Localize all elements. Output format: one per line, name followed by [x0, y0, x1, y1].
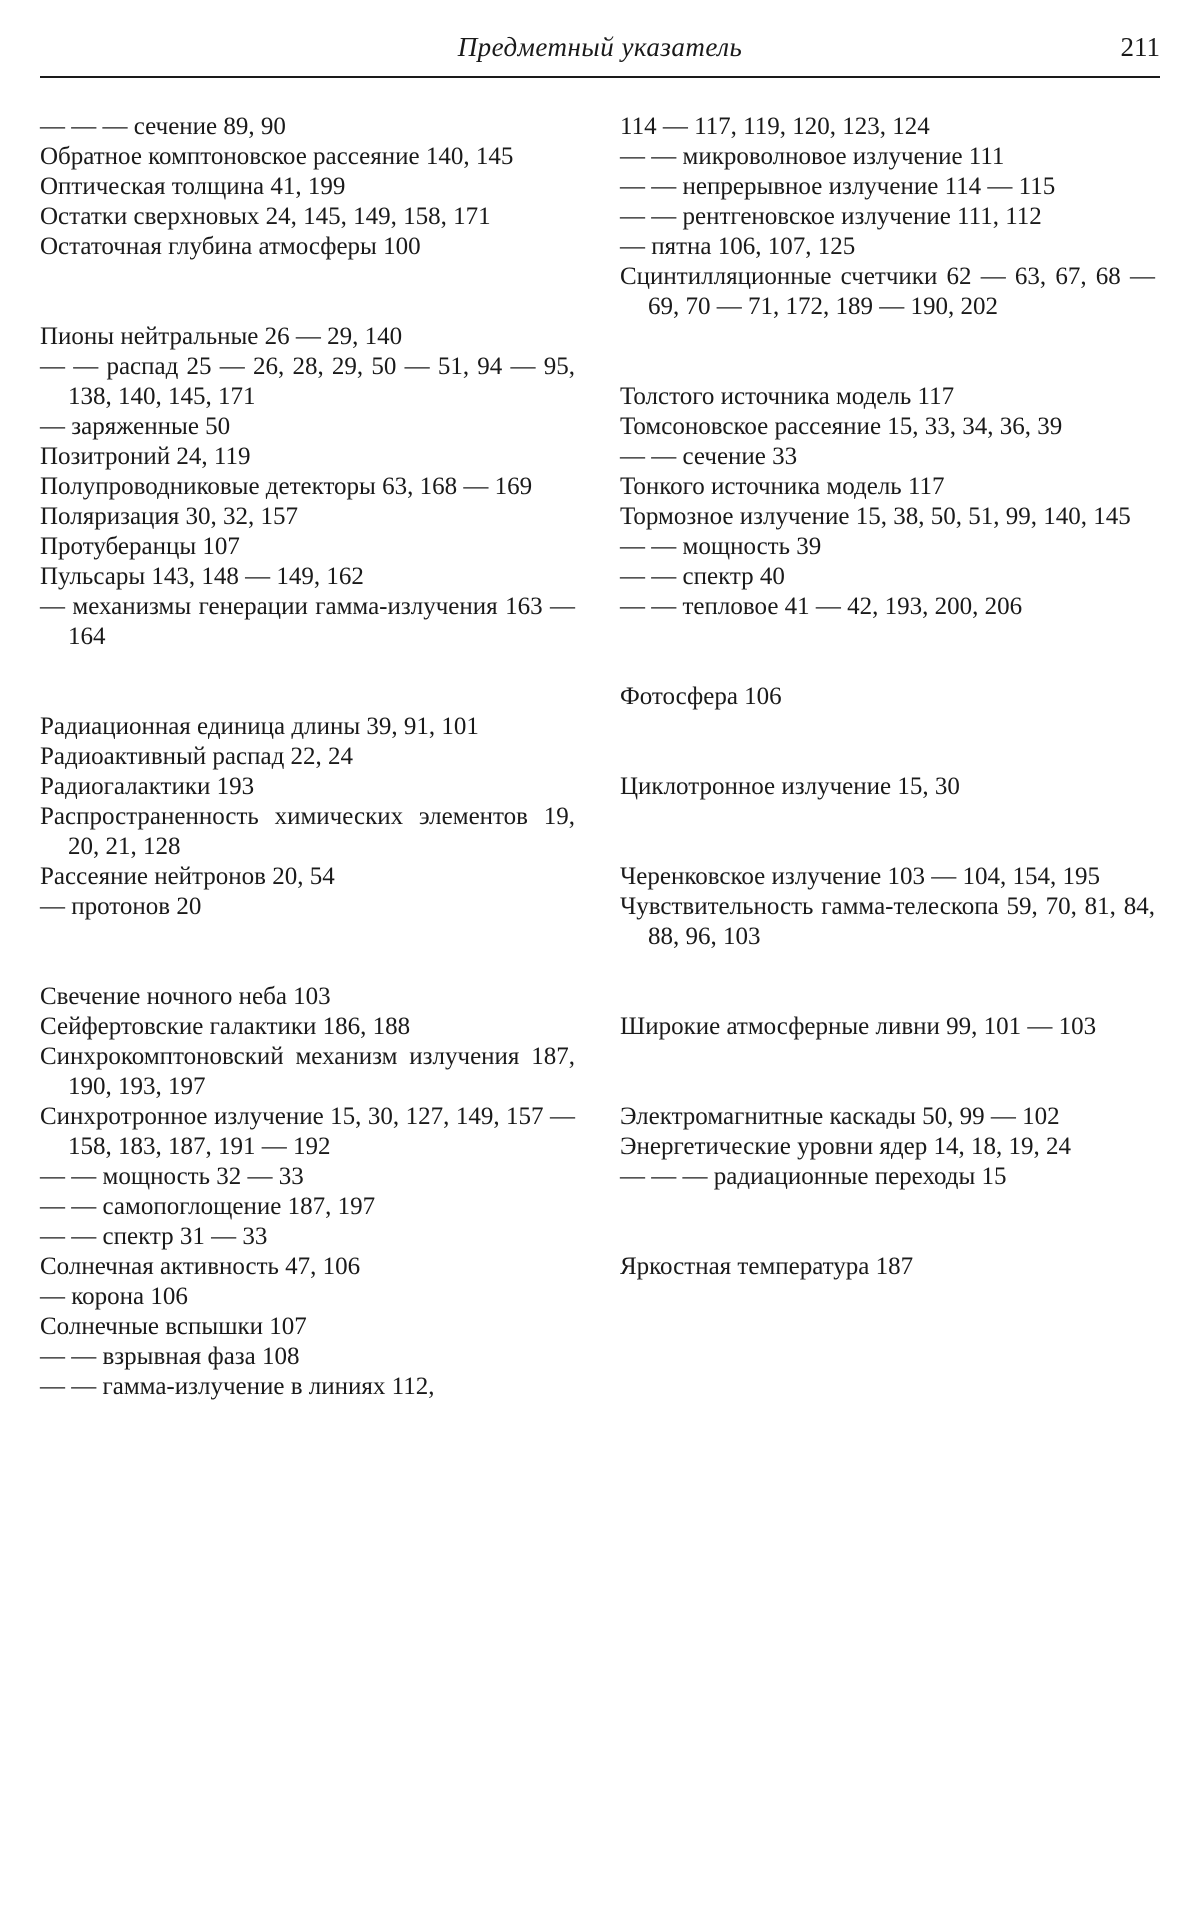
- letter-section-gap: [620, 952, 1155, 1012]
- header-rule: [40, 76, 1160, 78]
- index-entry: — — самопоглощение 187, 197: [40, 1193, 376, 1220]
- index-entry: — — мощность 32 — 33: [40, 1163, 304, 1190]
- running-title: Предметный указатель: [457, 32, 743, 62]
- index-entry: — — взрывная фаза 108: [40, 1343, 300, 1370]
- index-entry: Синхрокомптоновский механизм излучения 187, 190, 193, 197: [40, 1043, 575, 1100]
- running-head: [40, 30, 1160, 70]
- index-entry: Фотосфера 106: [620, 683, 782, 710]
- index-entry: Солнечные вспышки 107: [40, 1313, 307, 1340]
- index-entry: 114 — 117, 119, 120, 123, 124: [620, 113, 930, 140]
- index-entry: Обратное комптоновское рассеяние 140, 145: [40, 143, 514, 170]
- index-entry: Рассеяние нейтронов 20, 54: [40, 863, 335, 890]
- letter-section-gap: [620, 622, 1155, 682]
- index-entry: Чувствительность гамма-телескопа 59, 70, 81, 84, 88, 96, 103: [620, 893, 1155, 950]
- index-entry: Широкие атмосферные ливни 99, 101 — 103: [620, 1013, 1097, 1040]
- letter-section-gap: [620, 802, 1155, 862]
- index-entry: Энергетические уровни ядер 14, 18, 19, 24: [620, 1133, 1071, 1160]
- index-entry: Протуберанцы 107: [40, 533, 240, 560]
- index-entry: — — гамма-излучение в линиях 112,: [40, 1373, 435, 1400]
- index-entry: — заряженные 50: [40, 413, 231, 440]
- index-entry: Яркостная температура 187: [620, 1253, 914, 1280]
- index-entry: Остатки сверхновых 24, 145, 149, 158, 171: [40, 203, 491, 230]
- letter-section-gap: [620, 712, 1155, 772]
- index-entry: Радиогалактики 193: [40, 773, 255, 800]
- index-entry: Поляризация 30, 32, 157: [40, 503, 299, 530]
- index-column-left: [40, 112, 575, 1402]
- index-entry: Толстого источника модель 117: [620, 383, 955, 410]
- letter-section-gap: [620, 1192, 1155, 1252]
- index-entry: Радиационная единица длины 39, 91, 101: [40, 713, 479, 740]
- index-entry: — — спектр 40: [620, 563, 785, 590]
- index-entry: Сейфертовские галактики 186, 188: [40, 1013, 411, 1040]
- index-entry: Распространенность химических элементов 19, 20, 21, 128: [40, 803, 575, 860]
- index-entry: — — непрерывное излучение 114 — 115: [620, 173, 1056, 200]
- index-entry: — механизмы генерации гамма-излучения 163 — 164: [40, 593, 575, 650]
- index-entry: — — распад 25 — 26, 28, 29, 50 — 51, 94 — 95, 138, 140, 145, 171: [40, 353, 575, 410]
- index-entry: — — сечение 33: [620, 443, 798, 470]
- index-entry: Сцинтилляционные счетчики 62 — 63, 67, 68 — 69, 70 — 71, 172, 189 — 190, 202: [620, 263, 1155, 320]
- index-entry: — — спектр 31 — 33: [40, 1223, 268, 1250]
- index-entry: Оптическая толщина 41, 199: [40, 173, 346, 200]
- letter-section-gap: [40, 652, 575, 712]
- letter-section-gap: [40, 922, 575, 982]
- index-entry: Черенковское излучение 103 — 104, 154, 195: [620, 863, 1100, 890]
- letter-section-gap: [620, 322, 1155, 382]
- index-entry: Тонкого источника модель 117: [620, 473, 945, 500]
- index-entry: — пятна 106, 107, 125: [620, 233, 856, 260]
- index-entry: Томсоновское рассеяние 15, 33, 34, 36, 39: [620, 413, 1063, 440]
- index-entry: Свечение ночного неба 103: [40, 983, 331, 1010]
- index-entry: — — — радиационные переходы 15: [620, 1163, 1007, 1190]
- index-entry: Остаточная глубина атмосферы 100: [40, 233, 421, 260]
- index-entry: Полупроводниковые детекторы 63, 168 — 169: [40, 473, 533, 500]
- index-entry: — — рентгеновское излучение 111, 112: [620, 203, 1042, 230]
- index-entry: — — микроволновое излучение 111: [620, 143, 1005, 170]
- index-entry: — протонов 20: [40, 893, 202, 920]
- index-entry: Пульсары 143, 148 — 149, 162: [40, 563, 364, 590]
- index-entry: Циклотронное излучение 15, 30: [620, 773, 960, 800]
- letter-section-gap: [40, 262, 575, 322]
- index-entry: Солнечная активность 47, 106: [40, 1253, 361, 1280]
- index-entry: Электромагнитные каскады 50, 99 — 102: [620, 1103, 1060, 1130]
- letter-section-gap: [620, 1042, 1155, 1102]
- index-entry: — — тепловое 41 — 42, 193, 200, 206: [620, 593, 1023, 620]
- index-entry: Пионы нейтральные 26 — 29, 140: [40, 323, 403, 350]
- index-entry: Радиоактивный распад 22, 24: [40, 743, 354, 770]
- page-number: 211: [1120, 32, 1160, 62]
- index-entry: — — мощность 39: [620, 533, 822, 560]
- index-entry: Тормозное излучение 15, 38, 50, 51, 99, 140, 145: [620, 503, 1131, 530]
- index-entry: Синхротронное излучение 15, 30, 127, 149, 157 — 158, 183, 187, 191 — 192: [40, 1103, 575, 1160]
- index-entry: Позитроний 24, 119: [40, 443, 251, 470]
- index-entry: — — — сечение 89, 90: [40, 113, 286, 140]
- index-entry: — корона 106: [40, 1283, 188, 1310]
- index-column-right: [620, 112, 1155, 1282]
